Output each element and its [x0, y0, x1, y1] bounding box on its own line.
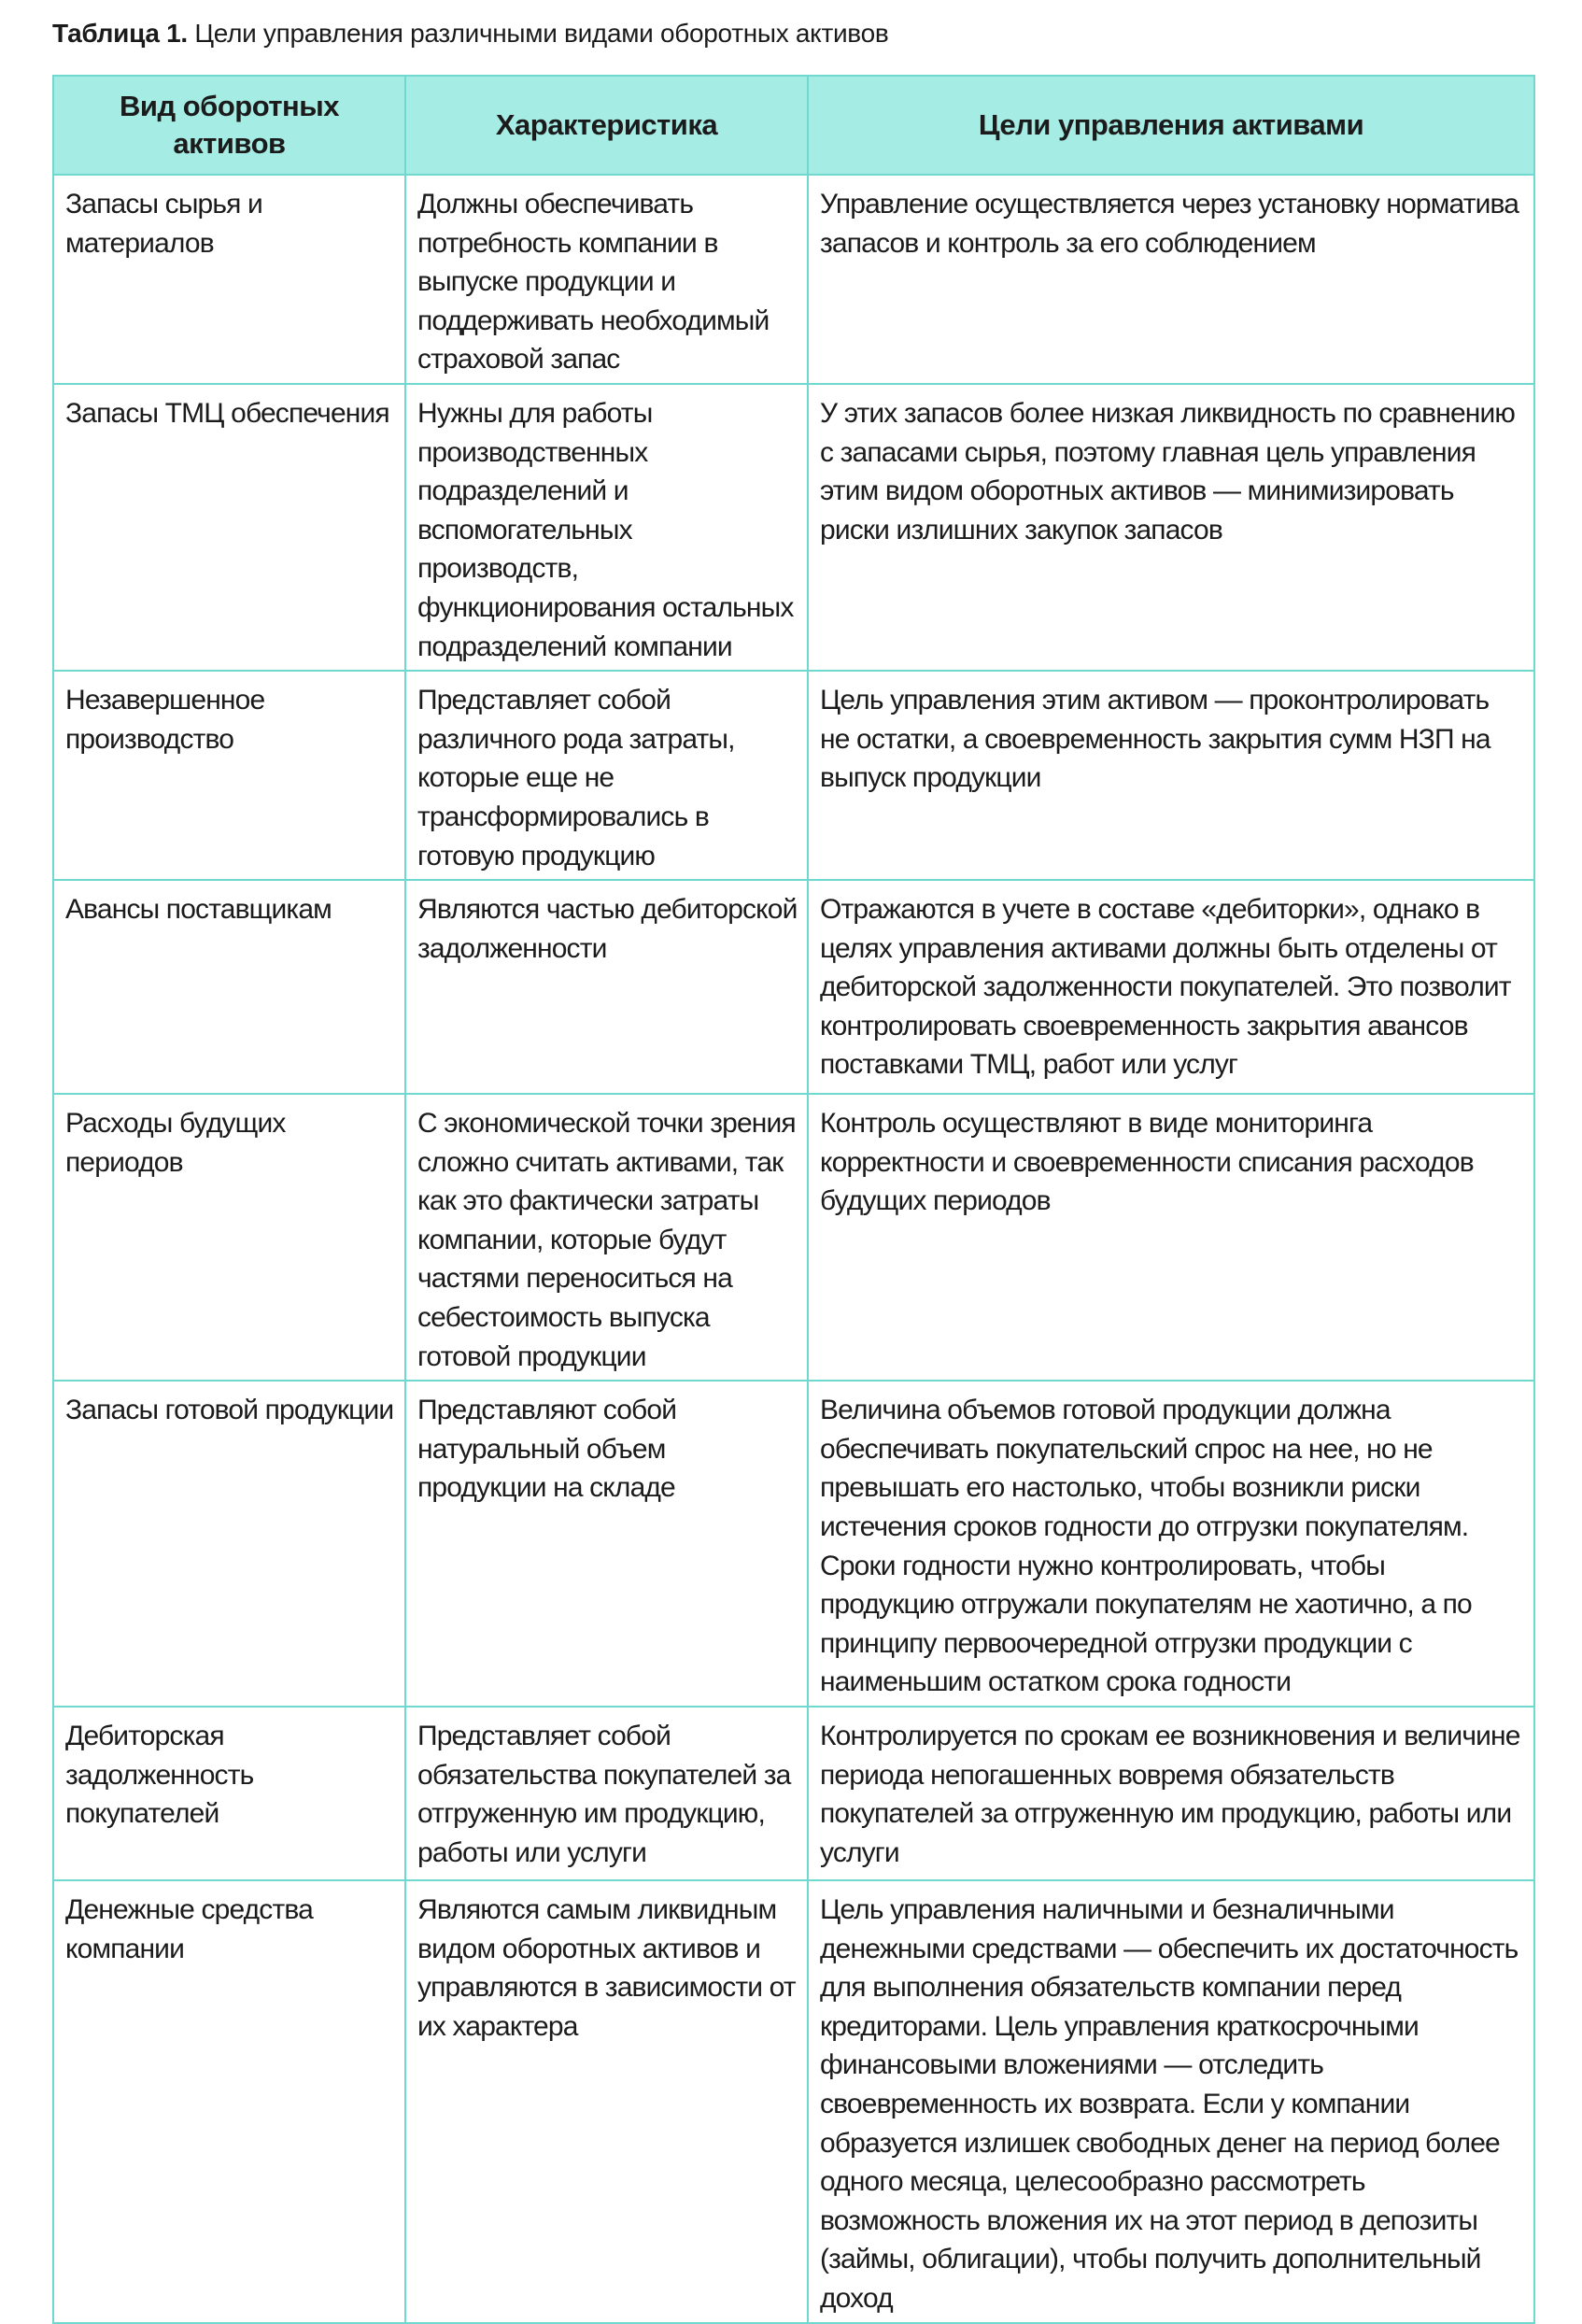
- cell-asset-type: Запасы готовой продукции: [53, 1381, 405, 1707]
- table-caption-text: Цели управления различными видами оборотных активов: [187, 19, 889, 48]
- cell-management-goals: Контролируется по срокам ее возникновения и величине периода непогашенных вовремя обязательств покупателей за отгруженную им продукцию, работы или услуги: [808, 1707, 1534, 1880]
- header-asset-type: Вид оборотных активов: [53, 76, 405, 175]
- cell-asset-type: Авансы поставщикам: [53, 880, 405, 1094]
- cell-management-goals: Цель управления наличными и безналичными денежными средствами — обеспечить их достаточность для выполнения обязательств компании перед кредиторами. Цель управления краткосрочными финансовыми вложениями — отследить своевременность их возврата. Если у компании образуется излишек свободных денег на период более одного месяца, целесообразно рассмотреть возможность вложения их на этот период в депозиты (займы, облигации), чтобы получить дополнительный доход: [808, 1880, 1534, 2323]
- cell-asset-type: Запасы ТМЦ обеспечения: [53, 384, 405, 671]
- cell-characteristic: Представляют собой натуральный объем продукции на складе: [405, 1381, 808, 1707]
- cell-asset-type: Дебиторская задолженность покупателей: [53, 1707, 405, 1880]
- header-management-goals: Цели управления активами: [808, 76, 1534, 175]
- cell-asset-type: Денежные средства компании: [53, 1880, 405, 2323]
- table-row: [53, 384, 1534, 671]
- cell-characteristic: Представляет собой различного рода затраты, которые еще не трансформировались в готовую продукцию: [405, 671, 808, 880]
- table-row: [53, 1094, 1534, 1381]
- header-characteristic: Характеристика: [405, 76, 808, 175]
- table-header-row: [53, 76, 1534, 175]
- cell-characteristic: Являются самым ликвидным видом оборотных активов и управляются в зависимости от их характера: [405, 1880, 808, 2323]
- cell-asset-type: Незавершенное производство: [53, 671, 405, 880]
- table-row: [53, 1707, 1534, 1880]
- cell-management-goals: У этих запасов более низкая ликвидность по сравнению с запасами сырья, поэтому главная цель управления этим видом оборотных активов — минимизировать риски излишних закупок запасов: [808, 384, 1534, 671]
- cell-management-goals: Управление осуществляется через установку норматива запасов и контроль за его соблюдением: [808, 175, 1534, 384]
- cell-asset-type: Запасы сырья и материалов: [53, 175, 405, 384]
- cell-asset-type: Расходы будущих периодов: [53, 1094, 405, 1381]
- cell-management-goals: Цель управления этим активом — проконтролировать не остатки, а своевременность закрытия сумм НЗП на выпуск продукции: [808, 671, 1534, 880]
- cell-management-goals: Контроль осуществляют в виде мониторинга корректности и своевременности списания расходов будущих периодов: [808, 1094, 1534, 1381]
- table-row: [53, 1880, 1534, 2323]
- table-row: [53, 175, 1534, 384]
- table-row: [53, 880, 1534, 1094]
- cell-management-goals: Величина объемов готовой продукции должна обеспечивать покупательский спрос на нее, но не превышать его настолько, чтобы возникли риски истечения сроков годности до отгрузки покупателям. Сроки годности нужно контролировать, чтобы продукцию отгружали покупателям не хаотично, а по принципу первоочередной отгрузки продукции с наименьшим остатком срока годности: [808, 1381, 1534, 1707]
- table-caption: [52, 17, 888, 50]
- cell-characteristic: Нужны для работы производственных подразделений и вспомогательных производств, функционирования остальных подразделений компании: [405, 384, 808, 671]
- cell-characteristic: С экономической точки зрения сложно считать активами, так как это фактически затраты компании, которые будут частями переноситься на себестоимость выпуска готовой продукции: [405, 1094, 808, 1381]
- table-row: [53, 1381, 1534, 1707]
- assets-table: [52, 75, 1535, 2324]
- table-row: [53, 671, 1534, 880]
- cell-management-goals: Отражаются в учете в составе «дебиторки», однако в целях управления активами должны быть отделены от дебиторской задолженности покупателей. Это позволит контролировать своевременность закрытия авансов поставками ТМЦ, работ или услуг: [808, 880, 1534, 1094]
- table-caption-label: Таблица 1.: [52, 19, 188, 48]
- cell-characteristic: Представляет собой обязательства покупателей за отгруженную им продукцию, работы или услуги: [405, 1707, 808, 1880]
- cell-characteristic: Должны обеспечивать потребность компании в выпуске продукции и поддерживать необходимый страховой запас: [405, 175, 808, 384]
- cell-characteristic: Являются частью дебиторской задолженности: [405, 880, 808, 1094]
